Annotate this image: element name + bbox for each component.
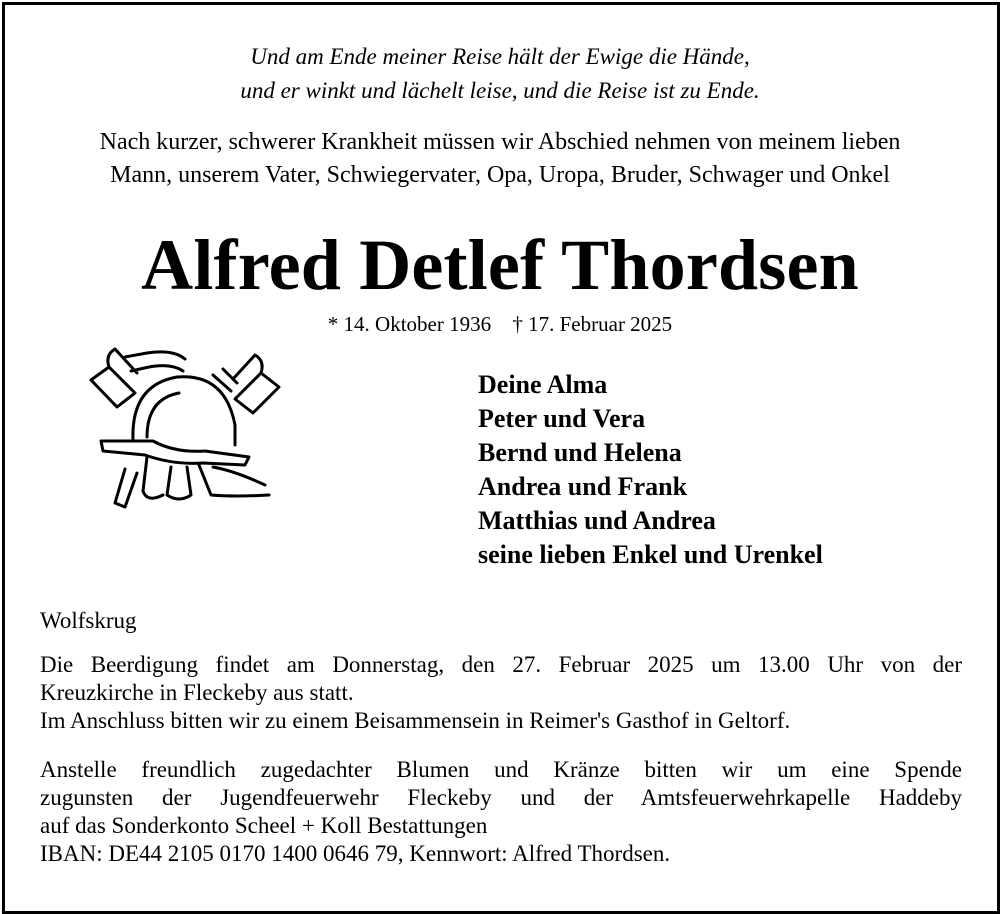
funeral-line: Kreuzkirche in Fleckeby aus statt. xyxy=(40,680,354,705)
mourner: Andrea und Frank xyxy=(478,472,688,501)
deceased-name: Alfred Detlef Thordsen xyxy=(141,225,859,305)
mourner: Bernd und Helena xyxy=(478,438,682,467)
death-date: † 17. Februar 2025 xyxy=(512,312,673,336)
funeral-info xyxy=(40,651,962,735)
mourner: Deine Alma xyxy=(478,370,608,399)
donation-line: Anstelle freundlich zugedachter Blumen und Kränze bitten wir um eine Spende xyxy=(40,757,962,782)
birth-date: * 14. Oktober 1936 xyxy=(327,312,492,336)
poem xyxy=(0,40,1000,108)
firefighter-helmet-axes-icon xyxy=(85,345,285,520)
intro-text xyxy=(0,126,1000,192)
poem-line: und er winkt und lächelt leise, und die Reise ist zu Ende. xyxy=(240,78,760,103)
life-dates xyxy=(0,310,1000,338)
mourner: Matthias und Andrea xyxy=(478,506,716,535)
poem-line: Und am Ende meiner Reise hält der Ewige die Hände, xyxy=(250,44,750,69)
donation-line: zugunsten der Jugendfeuerwehr Fleckeby und der Amtsfeuerwehrkapelle Haddeby xyxy=(40,785,962,810)
intro-line: Mann, unserem Vater, Schwiegervater, Opa, Uropa, Bruder, Schwager und Onkel xyxy=(110,162,890,188)
funeral-line: Im Anschluss bitten wir zu einem Beisammensein in Reimer's Gasthof in Geltorf. xyxy=(40,708,791,733)
place-name: Wolfskrug xyxy=(40,608,137,633)
mourners-list xyxy=(478,368,823,572)
donation-info xyxy=(40,756,962,868)
mourner: Peter und Vera xyxy=(478,404,646,433)
donation-line: auf das Sonderkonto Scheel + Koll Bestattungen xyxy=(40,813,488,838)
funeral-line: Die Beerdigung findet am Donnerstag, den 27. Februar 2025 um 13.00 Uhr von der xyxy=(40,652,962,677)
intro-line: Nach kurzer, schwerer Krankheit müssen wir Abschied nehmen von meinem lieben xyxy=(99,129,901,155)
mourner: seine lieben Enkel und Urenkel xyxy=(478,540,823,569)
donation-iban: IBAN: DE44 2105 0170 1400 0646 79, Kennwort: Alfred Thordsen. xyxy=(40,841,671,866)
